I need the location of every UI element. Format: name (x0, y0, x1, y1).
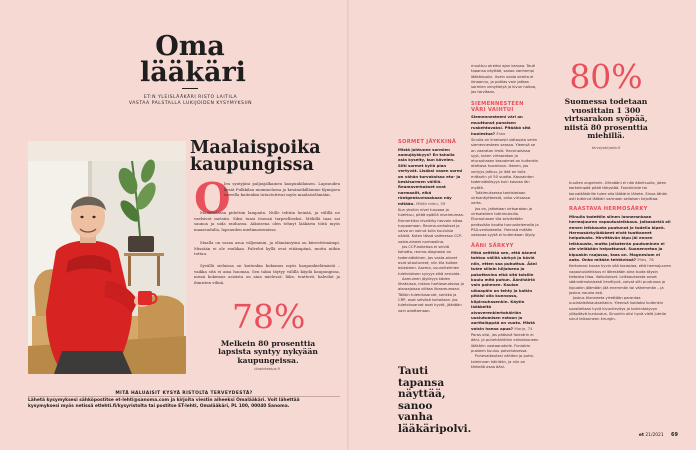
section-question (398, 147, 464, 206)
answer-aani-1: Paras olisi, jos pääsisit foniatrin ei ääni- ja puhehäiriöihin erikoistuneen lääkärin vastaanotolle. Foniatrin puoleen kuuluu palveluksessa. (471, 333, 539, 354)
section-heading-hermosarky: RAASTAVA HERMOSÄRKY (569, 206, 648, 213)
stat-left-source: tilastokeskus.fi (254, 367, 280, 371)
section-answer-1: Kun yksikin nivel turpoaa ja tulehtuu, pitää epäillä nivelreumaa. Esimerkiksi nivelkiky harvoin alkaa turpoamaan. Reuma-verkokset ja vaiva on voinut tulla kuuluisia näistä. Kuten tässä vaiheessa CCP-vasta-aineet normaalina. (398, 207, 464, 244)
title-line-2: lääkäri (140, 57, 246, 88)
stat-right-line-4: niistä 80 prosenttia (564, 122, 648, 132)
column-title (140, 31, 246, 88)
footer-text (28, 398, 340, 410)
column-subtitle (108, 95, 273, 108)
page-folio (618, 432, 678, 438)
question-signature: Marja, 74 (514, 325, 533, 331)
section-answer-3: Aamuinen jäykkyys käden lihaksissa, niskan hartiaseudussa ja alaraajoissa viittaa lihasreumaan. Tällöin tulehdusarvot, senkka ja CRP, ovat selvästi kohollaan. Jos tulehdusarvot ovat hyvät, jäädään vain odottamaan. (398, 276, 464, 313)
question-text: Siemennesteeni väri on muuttunut punaisen ruskehtavaksi. Pitääkö sitä huolestua? (471, 114, 531, 136)
title-line-1: Oma (155, 31, 225, 62)
section-heading-siemenneste (471, 101, 539, 113)
answer-hermosarky-1: Kertomasi kuvaa hyvin sitä tosiasiaa, että hermojuuren vapautusleikkaus ei läheskään aina tuota täysin tietoista tilaa. Vaikutukset. Leikkauksesta onset säännömukaisesti lievittyvä, voivat silti puutunoa ja kipuakin jäämään jää enemmän tai vähemmän – ja joskus nousta asti. (569, 264, 671, 295)
article-para-4: Syvällä sieluissa on kuitenkin kokemus myös kaupunkielämästä – vaikka sitä ei aina huomaa. Sen takia täytyy välillä käydä kaupungissa, missä kokemus asioista on aina mielessä: liike, teatterit, kahvilat ja ihmisten vilinä. (194, 263, 340, 285)
folio-issue: 21/2021 (645, 433, 664, 438)
answer-siemenneste-1: Sinulla on ilmeisesti sidtausta verta siemennesteen seassa. Yleensä se on vaaraton ilmiö. Harvinaisissa syyt, kuten virtsarakon ja eturauhasen kasvaimet on kuitenkin otettava huomioon. Ikenen, jos veriyys jatkuu, ja iktä on tulla mittariin yli 50 vuotta. Kasvainten todennäköisyys kuin kasvaa iän myötä. (471, 137, 539, 190)
heading-line-2: VÄRI VAIHTUI (471, 106, 514, 113)
headline-line-2: kaupungissa (190, 155, 314, 175)
stat-right-line-1: Suomessa todetaan (564, 97, 648, 106)
headline-line-1: Maalaispoika (190, 138, 321, 158)
stat-right-line-2: vuosittain 1 300 (571, 105, 641, 115)
folio-magazine: et (638, 433, 644, 438)
section-question-siemenneste (471, 114, 539, 136)
pull-quote-line-2: näyttää, (398, 388, 446, 400)
article-para-1: len syntyjäni paljasjalkainen kaupunkilainen. Lapsuuden kesät Pulkkilan mummolassa ja kesämökillämme Kymijoen varrella kuitenkin tutustuttivat myös maalaiselämään. (224, 181, 340, 198)
column-2 (471, 64, 539, 370)
question-text: Mikä selittää sen, että ääneni tahtoo välillä särkyä ja häviä niin, etten saa puhuttua. Ääni tulee silloin hiljaisena ja pakottavina eikä sitä toisille kuulu mitä puhun. Äänihäiriö vain pahenee. Kaulan ulkoapäin on tehty ja kaikin pitäisi olla kunnossa, kilpirauhasenkin. Käytin lääkkeitä aivoverenkiertohäiriön uusiutumisen estoon ja aorttaläppää on vuoto. Mistä voisin haeaa apua? (471, 250, 537, 331)
answer-siemenneste-2: Tutkimuksessa tarkistetaan virtsanäytteestä, onko virtsassa verta. (471, 190, 531, 206)
article-para-3: Maalla on varaa asua väljemmin, ja elämänrytmi on kiireettömämpi. Missään ei ole ruuhkaa. Palvelut kyllä ovat etäämpänä, mutta niihin tottuu. (194, 240, 340, 257)
section-sormet (398, 139, 464, 314)
doctor-photo (28, 141, 186, 374)
col3-intro: huulten ongelmiin. Ultraääni ei näe äänihuulia, joten korkeimpää pitää tähystää. Foniatrialle tai korvalääkärille tulee olla lääkärin lähete. Sinua tähän asti tutkinut lääkäri varmaan sellaisen kirjoittaa. (569, 181, 668, 201)
section-question-hermosarky (569, 214, 671, 263)
page-fold (347, 0, 349, 450)
answer-siemenneste-3: Jos on, jatketaan virtsarakon ja virtsateiden tutkimuksilla. Eturauhasen tila selvitetään perässään kautta tunnustelemalla ja PSA-verikokeella. Yleensä mitään vakavaa syytä ei kuitenkaan löydy. (471, 206, 539, 238)
subtitle-line-2: VASTAA PALSTALLA LUKIJOIDEN KYSYMYKSIIN (128, 101, 253, 107)
pull-quote-line-3: sanoo vanha (398, 399, 433, 423)
footer-line-2: kysymyksesi myös netissä etlehti.fi/kysyristolta tai postitse ET-lehti, Omalääkäri, PL 100, 00040 Sanoma. (28, 404, 290, 410)
drop-cap: O (194, 174, 231, 223)
stat-left-description (200, 340, 336, 365)
stat-right-line-5: miehillä. (587, 131, 625, 141)
section-heading: SORMET JÄYKKINÄ (398, 139, 457, 145)
article-headline (190, 140, 338, 174)
pull-quote-line-1: Tauti tapansa (398, 365, 445, 389)
question-signature: Mitäh mieu, 59 (416, 200, 446, 206)
pull-quote-line-4: lääkäripolvi. (398, 422, 472, 435)
folio-page-number: 69 (671, 432, 678, 438)
title-divider (182, 88, 198, 89)
article-para-2: Mummolassa pidettiin lampaita. Niille tehtiin heinää, ja välillä ne vaelsivat metsiin. Siksi tunsi itsensä tarpeelliseksi. Mökillä taas sai saunoa ja uida rauhassa. Aikuisena olen tehnyt lääkärin töitä myös maaseudulla, lapsuuden mielimaisemissa. (194, 210, 340, 232)
section-heading-aani: ÄÄNI SÄRKYY (471, 242, 514, 249)
section-question-aani (471, 250, 539, 331)
stat-right-line-3: virtsarakon syöpää, (564, 114, 648, 124)
col2-intro: muuttuu oireiksi ajan kanssa. Tauti tapansa näyttää, sanoo vanhempi lääkäripolvi. Usein voida oireita ei ilmaannu, ja potilas vain jatkaa sormien venyttelyä ja kivun hoitoa, jos tarvitaan. (471, 64, 537, 95)
question-signature: Mies, 76 (637, 256, 654, 262)
subtitle-line-1: ET:N YLEISLÄÄKÄRI RISTO LAITILA (143, 95, 238, 100)
question-text: Minulla todettiin siinen lannerankaan hermojuuren vapautusleikkaus. Jalkasärkiä oli ennen leikkausta puutunut ja todella kipeä. Hermosärkylääkkeet eivät tuottaneet helpotusta. Hirvittävän kipu jäi ennen leikkausta, mutta jalkaterän puutuminen ei ole vieläkään helpottunut. Suonenvetoa ja kipuakin raajassa, taas on. Magnesium ei auta. Onko mitään tehtävissä? (569, 213, 671, 262)
answer-hermosarky-2: Joskus tilanneeta yrtettään parantaa uusintaleikkauksellakin. Yleensä hoidoksi kuitenkin suositellaan hyvä kivunlievitys ja toimintakyvyn ylläpitävä kuntoutus. Sinunkin olisi hyvä vielä jutella sinut leikanneen kirurgin. (569, 296, 666, 322)
stat-left-line-3: kaupungeissa. (237, 355, 299, 365)
answer-aani-2: Puhevaikeutesi vähiten ja puhe-toiminnan häiriöön, ja niin on tärkeää osaa ääni- (471, 354, 535, 369)
stat-left-number: 78% (232, 297, 306, 336)
section-answer-2: Jos CCP-kokeissa ei selviä kohotta, reuma-diagnoosi on todennäköinen. Jos vasta-aineet ovat sitoutuneet, niin tila kulkee esiasteen. Asema, suunnitelmien tulehduksen syvyys eikä arvioida. (398, 245, 461, 276)
stat-right-source: terveyskirjasto.fi (591, 146, 621, 150)
stat-right-description (555, 98, 657, 141)
stat-left-line-2: lapsista syntyy nykyään (218, 347, 318, 357)
footer-divider (28, 396, 340, 397)
heading-line-1: SIEMENNESTEEN (471, 100, 524, 107)
stat-right-number: 80% (569, 57, 643, 96)
footer-heading: MITÄ HALUAISIT KYSYÄ RISTOLTA TERVEYDESTÄ? (115, 391, 253, 396)
pull-quote (398, 365, 472, 435)
stat-left-line-1: Melkein 80 prosenttia (220, 339, 316, 348)
question-text: Mistä johtunee sormien aamujäykkyys? En taholla asia kyselty, kun kävelen. Silti sormet kyllä pian vertyvät. Lisäksi vasen sormi on vähän turvoksissa etu- ja keskisormen välillä. Reumaverkokset ovat normaalit, eikä röntgenkuvissakaan näy mitään. (398, 146, 463, 206)
column-3 (569, 181, 671, 323)
footer-line-1: Lähetä kysymyksesi sähköpostitse et-lehti@sanoma.com ja kirjoita viestin aiheeksi Omalääkäri. Voit lähettää (28, 398, 300, 403)
question-signature: Esko (496, 130, 506, 136)
